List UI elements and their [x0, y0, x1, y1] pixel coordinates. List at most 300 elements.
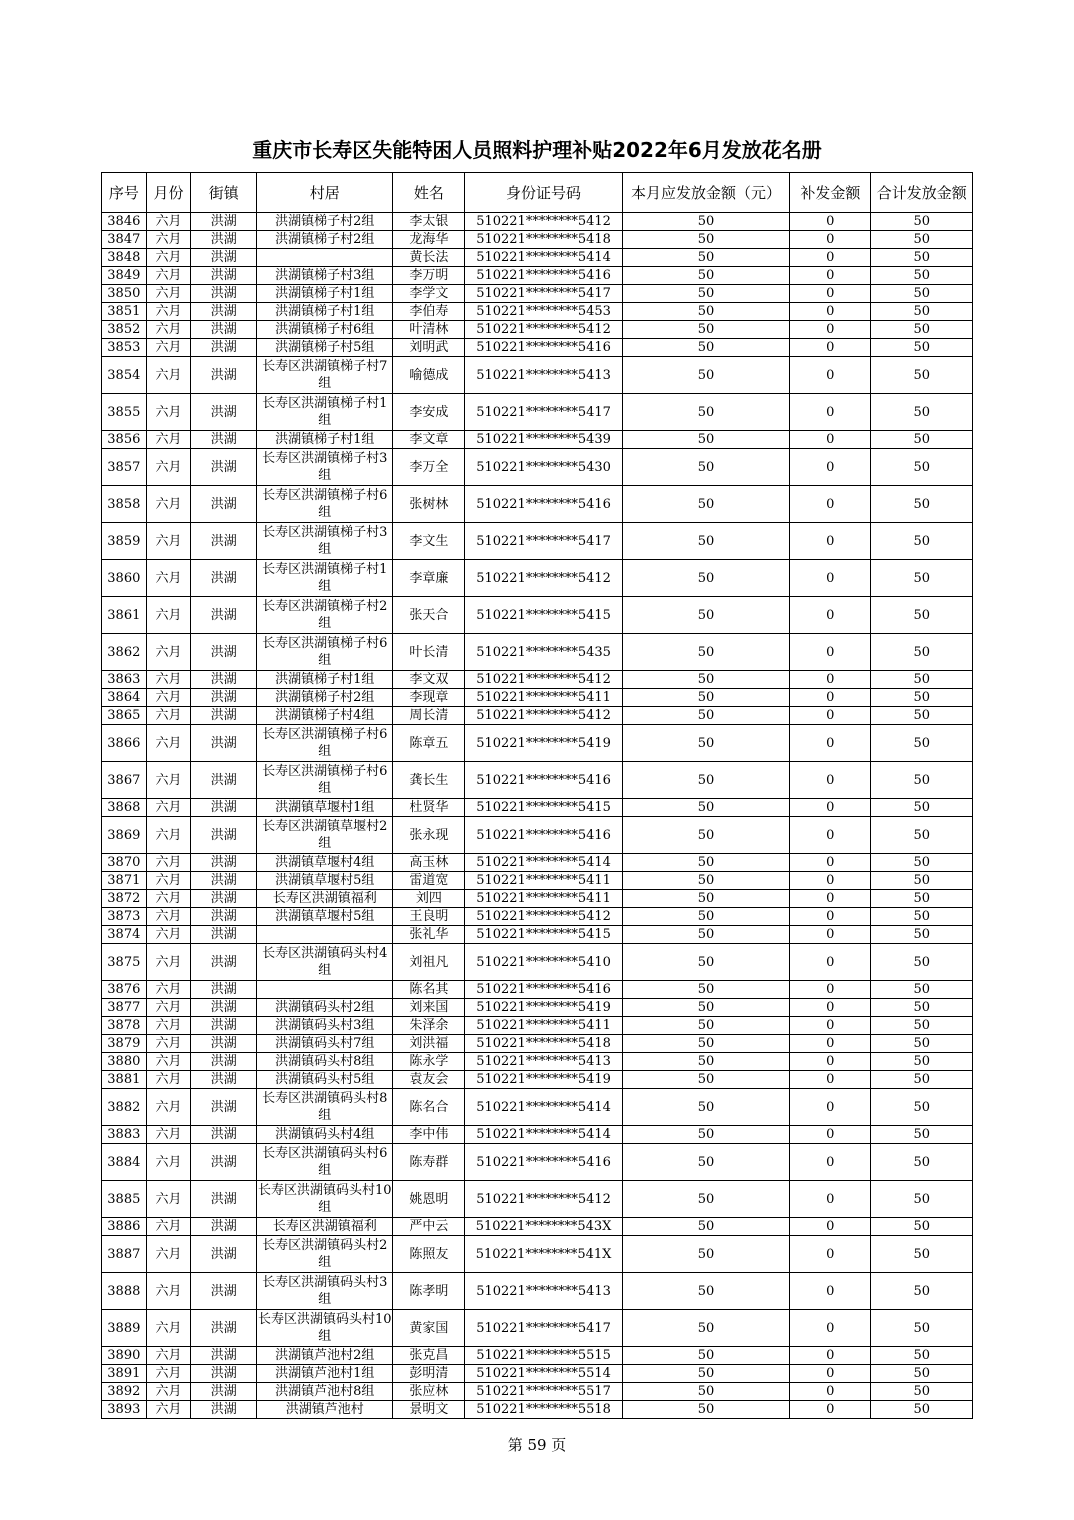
month-cell: 六月 [146, 689, 191, 707]
col-header-month: 月份 [146, 173, 191, 213]
monthly-amount-cell: 50 [622, 357, 790, 394]
monthly-amount-cell: 50 [622, 1126, 790, 1144]
back-pay-cell: 0 [790, 707, 871, 725]
monthly-amount-cell: 50 [622, 231, 790, 249]
table-row [102, 908, 973, 926]
serial-cell: 3889 [102, 1310, 147, 1347]
total-cell: 50 [871, 394, 973, 431]
month-cell: 六月 [146, 357, 191, 394]
name-cell: 李万全 [393, 449, 465, 486]
back-pay-cell: 0 [790, 1053, 871, 1071]
monthly-amount-cell: 50 [622, 431, 790, 449]
table-row [102, 1181, 973, 1218]
name-cell: 李学文 [393, 285, 465, 303]
id-number-cell: 510221********5414 [465, 1126, 622, 1144]
village-cell: 长寿区洪湖镇梯子村6组 [257, 486, 393, 523]
back-pay-cell: 0 [790, 1181, 871, 1218]
id-number-cell: 510221********5415 [465, 597, 622, 634]
table-row [102, 1365, 973, 1383]
town-cell: 洪湖 [191, 1273, 257, 1310]
back-pay-cell: 0 [790, 671, 871, 689]
month-cell: 六月 [146, 725, 191, 762]
monthly-amount-cell: 50 [622, 981, 790, 999]
serial-cell: 3882 [102, 1089, 147, 1126]
town-cell: 洪湖 [191, 213, 257, 231]
col-header-village: 村居 [257, 173, 393, 213]
total-cell: 50 [871, 560, 973, 597]
month-cell: 六月 [146, 560, 191, 597]
id-number-cell: 510221********5411 [465, 1017, 622, 1035]
serial-cell: 3849 [102, 267, 147, 285]
village-cell: 洪湖镇梯子村6组 [257, 321, 393, 339]
back-pay-cell: 0 [790, 339, 871, 357]
monthly-amount-cell: 50 [622, 267, 790, 285]
id-number-cell: 510221********5417 [465, 1310, 622, 1347]
name-cell: 李太银 [393, 213, 465, 231]
table-row [102, 1401, 973, 1419]
total-cell: 50 [871, 1053, 973, 1071]
town-cell: 洪湖 [191, 285, 257, 303]
town-cell: 洪湖 [191, 1347, 257, 1365]
back-pay-cell: 0 [790, 1089, 871, 1126]
month-cell: 六月 [146, 1273, 191, 1310]
village-cell: 长寿区洪湖镇码头村2组 [257, 1236, 393, 1273]
town-cell: 洪湖 [191, 1236, 257, 1273]
town-cell: 洪湖 [191, 854, 257, 872]
id-number-cell: 510221********5419 [465, 725, 622, 762]
back-pay-cell: 0 [790, 1365, 871, 1383]
total-cell: 50 [871, 303, 973, 321]
monthly-amount-cell: 50 [622, 944, 790, 981]
serial-cell: 3865 [102, 707, 147, 725]
village-cell: 洪湖镇芦池村8组 [257, 1383, 393, 1401]
month-cell: 六月 [146, 1365, 191, 1383]
serial-cell: 3873 [102, 908, 147, 926]
village-cell: 长寿区洪湖镇梯子村3组 [257, 449, 393, 486]
monthly-amount-cell: 50 [622, 725, 790, 762]
month-cell: 六月 [146, 1347, 191, 1365]
id-number-cell: 510221********5413 [465, 1273, 622, 1310]
back-pay-cell: 0 [790, 486, 871, 523]
id-number-cell: 510221********5419 [465, 1071, 622, 1089]
monthly-amount-cell: 50 [622, 394, 790, 431]
serial-cell: 3854 [102, 357, 147, 394]
total-cell: 50 [871, 872, 973, 890]
month-cell: 六月 [146, 523, 191, 560]
table-row [102, 1310, 973, 1347]
monthly-amount-cell: 50 [622, 926, 790, 944]
table-row [102, 1053, 973, 1071]
village-cell [257, 249, 393, 267]
id-number-cell: 510221********5411 [465, 689, 622, 707]
table-row [102, 231, 973, 249]
back-pay-cell: 0 [790, 926, 871, 944]
back-pay-cell: 0 [790, 1071, 871, 1089]
back-pay-cell: 0 [790, 431, 871, 449]
town-cell: 洪湖 [191, 689, 257, 707]
id-number-cell: 510221********543X [465, 1218, 622, 1236]
town-cell: 洪湖 [191, 1365, 257, 1383]
back-pay-cell: 0 [790, 1035, 871, 1053]
back-pay-cell: 0 [790, 1310, 871, 1347]
table-row [102, 944, 973, 981]
month-cell: 六月 [146, 926, 191, 944]
village-cell: 长寿区洪湖镇梯子村7组 [257, 357, 393, 394]
total-cell: 50 [871, 339, 973, 357]
id-number-cell: 510221********5514 [465, 1365, 622, 1383]
total-cell: 50 [871, 213, 973, 231]
id-number-cell: 510221********5411 [465, 890, 622, 908]
month-cell: 六月 [146, 854, 191, 872]
id-number-cell: 510221********541X [465, 1236, 622, 1273]
total-cell: 50 [871, 597, 973, 634]
serial-cell: 3866 [102, 725, 147, 762]
total-cell: 50 [871, 707, 973, 725]
monthly-amount-cell: 50 [622, 1071, 790, 1089]
serial-cell: 3885 [102, 1181, 147, 1218]
town-cell: 洪湖 [191, 303, 257, 321]
name-cell: 严中云 [393, 1218, 465, 1236]
total-cell: 50 [871, 725, 973, 762]
table-row [102, 707, 973, 725]
total-cell: 50 [871, 1273, 973, 1310]
page-number: 第 59 页 [507, 1436, 567, 1454]
serial-cell: 3859 [102, 523, 147, 560]
table-row [102, 560, 973, 597]
serial-cell: 3890 [102, 1347, 147, 1365]
table-row [102, 357, 973, 394]
monthly-amount-cell: 50 [622, 1383, 790, 1401]
table-row [102, 1144, 973, 1181]
back-pay-cell: 0 [790, 231, 871, 249]
name-cell: 李伯寿 [393, 303, 465, 321]
village-cell: 洪湖镇梯子村1组 [257, 303, 393, 321]
name-cell: 张树林 [393, 486, 465, 523]
name-cell: 朱泽余 [393, 1017, 465, 1035]
month-cell: 六月 [146, 1053, 191, 1071]
monthly-amount-cell: 50 [622, 799, 790, 817]
back-pay-cell: 0 [790, 357, 871, 394]
total-cell: 50 [871, 1071, 973, 1089]
name-cell: 李文生 [393, 523, 465, 560]
monthly-amount-cell: 50 [622, 1053, 790, 1071]
col-header-id-number: 身份证号码 [465, 173, 622, 213]
back-pay-cell: 0 [790, 1273, 871, 1310]
table-row [102, 1236, 973, 1273]
monthly-amount-cell: 50 [622, 1347, 790, 1365]
town-cell: 洪湖 [191, 597, 257, 634]
table-row [102, 1126, 973, 1144]
village-cell: 长寿区洪湖镇码头村10组 [257, 1310, 393, 1347]
month-cell: 六月 [146, 1383, 191, 1401]
monthly-amount-cell: 50 [622, 1017, 790, 1035]
total-cell: 50 [871, 1035, 973, 1053]
monthly-amount-cell: 50 [622, 634, 790, 671]
village-cell: 洪湖镇码头村5组 [257, 1071, 393, 1089]
back-pay-cell: 0 [790, 303, 871, 321]
monthly-amount-cell: 50 [622, 707, 790, 725]
village-cell: 长寿区洪湖镇福利 [257, 1218, 393, 1236]
town-cell: 洪湖 [191, 817, 257, 854]
back-pay-cell: 0 [790, 799, 871, 817]
id-number-cell: 510221********5418 [465, 231, 622, 249]
table-row [102, 725, 973, 762]
table-row [102, 689, 973, 707]
village-cell: 长寿区洪湖镇梯子村1组 [257, 560, 393, 597]
id-number-cell: 510221********5419 [465, 999, 622, 1017]
name-cell: 张应林 [393, 1383, 465, 1401]
back-pay-cell: 0 [790, 1347, 871, 1365]
table-row [102, 890, 973, 908]
name-cell: 龙海华 [393, 231, 465, 249]
village-cell: 洪湖镇梯子村4组 [257, 707, 393, 725]
total-cell: 50 [871, 1089, 973, 1126]
town-cell: 洪湖 [191, 1017, 257, 1035]
month-cell: 六月 [146, 890, 191, 908]
monthly-amount-cell: 50 [622, 817, 790, 854]
back-pay-cell: 0 [790, 634, 871, 671]
total-cell: 50 [871, 1401, 973, 1419]
month-cell: 六月 [146, 1401, 191, 1419]
table-row [102, 213, 973, 231]
id-number-cell: 510221********5439 [465, 431, 622, 449]
table-row [102, 449, 973, 486]
id-number-cell: 510221********5412 [465, 560, 622, 597]
town-cell: 洪湖 [191, 671, 257, 689]
total-cell: 50 [871, 854, 973, 872]
name-cell: 张克昌 [393, 1347, 465, 1365]
monthly-amount-cell: 50 [622, 321, 790, 339]
id-number-cell: 510221********5517 [465, 1383, 622, 1401]
back-pay-cell: 0 [790, 249, 871, 267]
serial-cell: 3884 [102, 1144, 147, 1181]
village-cell: 洪湖镇草堰村4组 [257, 854, 393, 872]
total-cell: 50 [871, 634, 973, 671]
town-cell: 洪湖 [191, 944, 257, 981]
table-row [102, 762, 973, 799]
back-pay-cell: 0 [790, 1218, 871, 1236]
back-pay-cell: 0 [790, 213, 871, 231]
total-cell: 50 [871, 357, 973, 394]
serial-cell: 3847 [102, 231, 147, 249]
month-cell: 六月 [146, 213, 191, 231]
month-cell: 六月 [146, 999, 191, 1017]
village-cell: 长寿区洪湖镇码头村10组 [257, 1181, 393, 1218]
monthly-amount-cell: 50 [622, 854, 790, 872]
name-cell: 高玉林 [393, 854, 465, 872]
id-number-cell: 510221********5453 [465, 303, 622, 321]
name-cell: 刘明武 [393, 339, 465, 357]
back-pay-cell: 0 [790, 1126, 871, 1144]
id-number-cell: 510221********5416 [465, 762, 622, 799]
id-number-cell: 510221********5415 [465, 926, 622, 944]
back-pay-cell: 0 [790, 1401, 871, 1419]
town-cell: 洪湖 [191, 1310, 257, 1347]
id-number-cell: 510221********5414 [465, 1089, 622, 1126]
town-cell: 洪湖 [191, 799, 257, 817]
month-cell: 六月 [146, 231, 191, 249]
total-cell: 50 [871, 1383, 973, 1401]
village-cell: 洪湖镇码头村7组 [257, 1035, 393, 1053]
month-cell: 六月 [146, 431, 191, 449]
monthly-amount-cell: 50 [622, 1401, 790, 1419]
page-title: 重庆市长寿区失能特困人员照料护理补贴2022年6月发放花名册 [252, 138, 822, 162]
monthly-amount-cell: 50 [622, 339, 790, 357]
month-cell: 六月 [146, 671, 191, 689]
monthly-amount-cell: 50 [622, 1273, 790, 1310]
back-pay-cell: 0 [790, 523, 871, 560]
serial-cell: 3858 [102, 486, 147, 523]
village-cell: 洪湖镇梯子村2组 [257, 231, 393, 249]
back-pay-cell: 0 [790, 890, 871, 908]
town-cell: 洪湖 [191, 267, 257, 285]
village-cell: 洪湖镇码头村3组 [257, 1017, 393, 1035]
back-pay-cell: 0 [790, 872, 871, 890]
table-row [102, 1383, 973, 1401]
name-cell: 陈名其 [393, 981, 465, 999]
village-cell: 洪湖镇梯子村1组 [257, 285, 393, 303]
month-cell: 六月 [146, 486, 191, 523]
village-cell: 洪湖镇梯子村1组 [257, 671, 393, 689]
village-cell: 长寿区洪湖镇梯子村3组 [257, 523, 393, 560]
total-cell: 50 [871, 285, 973, 303]
month-cell: 六月 [146, 1089, 191, 1126]
name-cell: 李文章 [393, 431, 465, 449]
town-cell: 洪湖 [191, 1383, 257, 1401]
id-number-cell: 510221********5515 [465, 1347, 622, 1365]
id-number-cell: 510221********5412 [465, 1181, 622, 1218]
monthly-amount-cell: 50 [622, 1365, 790, 1383]
id-number-cell: 510221********5412 [465, 213, 622, 231]
name-cell: 李中伟 [393, 1126, 465, 1144]
total-cell: 50 [871, 944, 973, 981]
monthly-amount-cell: 50 [622, 449, 790, 486]
id-number-cell: 510221********5417 [465, 394, 622, 431]
back-pay-cell: 0 [790, 1144, 871, 1181]
total-cell: 50 [871, 1365, 973, 1383]
monthly-amount-cell: 50 [622, 213, 790, 231]
village-cell: 洪湖镇码头村8组 [257, 1053, 393, 1071]
back-pay-cell: 0 [790, 999, 871, 1017]
monthly-amount-cell: 50 [622, 285, 790, 303]
table-row [102, 1347, 973, 1365]
table-row [102, 999, 973, 1017]
village-cell: 长寿区洪湖镇梯子村6组 [257, 725, 393, 762]
back-pay-cell: 0 [790, 560, 871, 597]
col-header-name: 姓名 [393, 173, 465, 213]
id-number-cell: 510221********5413 [465, 1053, 622, 1071]
table-row [102, 1273, 973, 1310]
total-cell: 50 [871, 999, 973, 1017]
roster-table [101, 172, 973, 1419]
month-cell: 六月 [146, 1126, 191, 1144]
table-row [102, 872, 973, 890]
name-cell: 龚长生 [393, 762, 465, 799]
back-pay-cell: 0 [790, 597, 871, 634]
serial-cell: 3870 [102, 854, 147, 872]
id-number-cell: 510221********5435 [465, 634, 622, 671]
name-cell: 杜贤华 [393, 799, 465, 817]
serial-cell: 3879 [102, 1035, 147, 1053]
id-number-cell: 510221********5416 [465, 1144, 622, 1181]
id-number-cell: 510221********5412 [465, 707, 622, 725]
town-cell: 洪湖 [191, 321, 257, 339]
table-row [102, 671, 973, 689]
id-number-cell: 510221********5416 [465, 817, 622, 854]
total-cell: 50 [871, 523, 973, 560]
month-cell: 六月 [146, 1310, 191, 1347]
name-cell: 周长清 [393, 707, 465, 725]
monthly-amount-cell: 50 [622, 689, 790, 707]
table-row [102, 486, 973, 523]
monthly-amount-cell: 50 [622, 1236, 790, 1273]
table-row [102, 523, 973, 560]
name-cell: 张礼华 [393, 926, 465, 944]
village-cell: 洪湖镇芦池村1组 [257, 1365, 393, 1383]
name-cell: 李文双 [393, 671, 465, 689]
id-number-cell: 510221********5414 [465, 854, 622, 872]
name-cell: 黄家国 [393, 1310, 465, 1347]
village-cell: 洪湖镇草堰村5组 [257, 872, 393, 890]
town-cell: 洪湖 [191, 249, 257, 267]
month-cell: 六月 [146, 1218, 191, 1236]
id-number-cell: 510221********5416 [465, 981, 622, 999]
table-row [102, 634, 973, 671]
total-cell: 50 [871, 486, 973, 523]
name-cell: 刘洪福 [393, 1035, 465, 1053]
total-cell: 50 [871, 249, 973, 267]
total-cell: 50 [871, 321, 973, 339]
monthly-amount-cell: 50 [622, 908, 790, 926]
back-pay-cell: 0 [790, 854, 871, 872]
town-cell: 洪湖 [191, 890, 257, 908]
name-cell: 陈章五 [393, 725, 465, 762]
serial-cell: 3877 [102, 999, 147, 1017]
id-number-cell: 510221********5416 [465, 339, 622, 357]
serial-cell: 3850 [102, 285, 147, 303]
monthly-amount-cell: 50 [622, 560, 790, 597]
village-cell: 长寿区洪湖镇草堰村2组 [257, 817, 393, 854]
table-row [102, 339, 973, 357]
back-pay-cell: 0 [790, 321, 871, 339]
name-cell: 陈永学 [393, 1053, 465, 1071]
total-cell: 50 [871, 1310, 973, 1347]
name-cell: 黄长法 [393, 249, 465, 267]
table-row [102, 303, 973, 321]
id-number-cell: 510221********5412 [465, 908, 622, 926]
back-pay-cell: 0 [790, 285, 871, 303]
month-cell: 六月 [146, 981, 191, 999]
table-row [102, 597, 973, 634]
id-number-cell: 510221********5414 [465, 249, 622, 267]
town-cell: 洪湖 [191, 394, 257, 431]
name-cell: 张天合 [393, 597, 465, 634]
serial-cell: 3867 [102, 762, 147, 799]
back-pay-cell: 0 [790, 394, 871, 431]
town-cell: 洪湖 [191, 762, 257, 799]
month-cell: 六月 [146, 597, 191, 634]
roster-body [102, 213, 973, 1419]
name-cell: 李万明 [393, 267, 465, 285]
total-cell: 50 [871, 1218, 973, 1236]
total-cell: 50 [871, 817, 973, 854]
name-cell: 刘祖凡 [393, 944, 465, 981]
village-cell: 长寿区洪湖镇码头村8组 [257, 1089, 393, 1126]
total-cell: 50 [871, 1017, 973, 1035]
name-cell: 陈孝明 [393, 1273, 465, 1310]
village-cell: 长寿区洪湖镇梯子村2组 [257, 597, 393, 634]
village-cell: 洪湖镇芦池村2组 [257, 1347, 393, 1365]
